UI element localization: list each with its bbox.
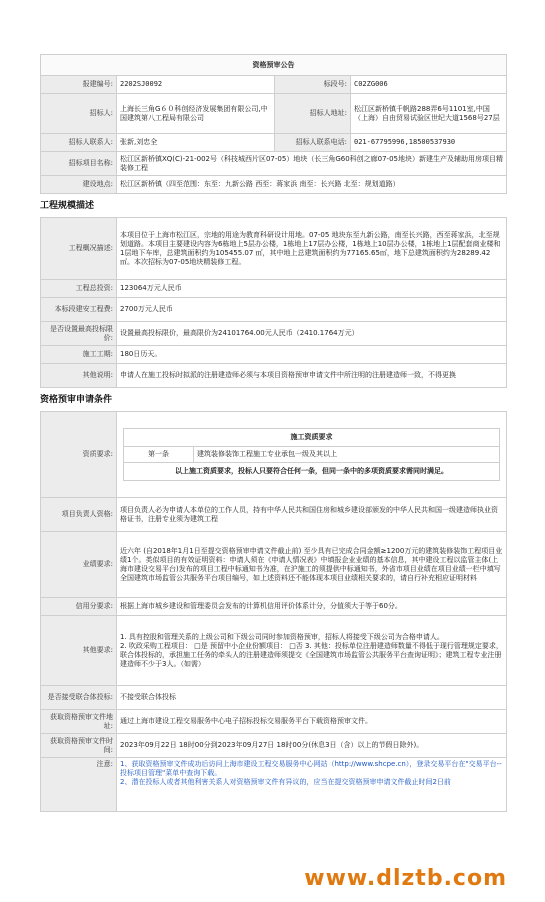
- doc-time-label: 获取资格预审文件时间:: [41, 734, 117, 758]
- period-label: 施工工期:: [41, 346, 117, 364]
- note-line-1[interactable]: 1、获取资格预审文件成功后访问上海市建设工程交易服务中心网站（http://www.shcpe.cn），登录交易平台在"交易平台--投标项目管理"菜单中查询下载。: [120, 760, 502, 777]
- project-name-value: 松江区新桥镇XQ(C)-21-002号（科技城西片区07-05）地块（长三角G60科创之廊07-05地块）新建生产及辅助用房项目精装修工程: [117, 152, 507, 176]
- section-no-label: 标段号:: [275, 76, 351, 94]
- section-invest-label: 本标段建安工程费:: [41, 298, 117, 322]
- site-value: 松江区新桥镇（四至范围：东至：九新公路 西至：蒋家浜 南至：长兴路 北至：规划道路）: [117, 176, 507, 194]
- performance-value: 近六年 (自2018年1月1日至提交资格预审申请文件截止前) 至少具有已完成合同金额≥1200万元的建筑装修装饰工程项目业绩1个。类似项目的有效证明资料：申请人须在《申请人情况表》中填报企业业绩的基本信息，其中建设工程以监管主体(上海市建设交易平台)发布的项目工程中标通知书为准，在沪施工的须提供中标通知书，外省市项目业绩在项目业绩一栏中填写全国建筑市场监管公共服务平台项目编号，如上述资料还不能体现本项目业绩相关要求的，请自行补充相应证明材料: [117, 532, 507, 598]
- tenderer-address-label: 招标人地址:: [275, 94, 351, 134]
- qual-sub-note: 以上施工资质要求，投标人只要符合任何一条，但同一条中的多项资质要求需同时满足。: [124, 463, 500, 481]
- period-value: 180日历天。: [117, 346, 507, 364]
- tenderer-address-value: 松江区新桥镇千帆路288弄6号1101室,中国（上海）自由贸易试验区世纪大道1568号27层: [351, 94, 507, 134]
- site-label: 建设地点:: [41, 176, 117, 194]
- qual-other-cell: [117, 616, 507, 686]
- scope-other-value: 申请人在施工投标时拟派的注册建造师必须与本项目资格预审申请文件中所注明的注册建造师一致，不得更换: [117, 364, 507, 388]
- bid-no-label: 报建编号:: [41, 76, 117, 94]
- qual-heading: 资格预审申请条件: [40, 395, 113, 405]
- site-watermark: www.dlztb.com: [304, 866, 507, 891]
- qual-table: [40, 411, 507, 812]
- scope-heading: 工程规模描述: [40, 201, 95, 211]
- overview-value: 本项目位于上海市松江区，宗地的用途为教育科研设计用地。07-05 地块东至九新公路，南至长兴路，西至蒋家浜，北至规划道路。本项目主要建设内容为6栋地上5层办公楼，1栋地上17层办公楼，1栋地上10层办公楼，1栋地上1层配套商业楼和1层地下车库，总建筑面积约为105455.07 ㎡，其中地上总建筑面积约为77165.65㎡，地下总建筑面积约为28289.42 ㎡。本次招标为07-05地块精装修工程。: [117, 218, 507, 280]
- credit-label: 信用分要求:: [41, 598, 117, 616]
- section-no-value: C02ZG006: [351, 76, 507, 94]
- qual-other-line-1: 1. 具有控股和管理关系的上级公司和下级公司同时参加资格预审，招标人将接受下级公司为合格申请人。: [120, 632, 444, 641]
- pm-label: 项目负责人资格:: [41, 498, 117, 532]
- price-limit-label: 是否设置最高投标限价:: [41, 322, 117, 346]
- invest-label: 工程总投资:: [41, 280, 117, 298]
- contact-value: 张新,刘忠全: [117, 134, 275, 152]
- price-limit-value: 设置最高投标限价，最高限价为24101764.00元人民币（2410.1764万元）: [117, 322, 507, 346]
- note-label: 注意:: [41, 758, 117, 812]
- performance-label: 业绩要求:: [41, 532, 117, 598]
- phone-value: 021-67795996,18500537930: [351, 134, 507, 152]
- note-line-2: 2、潜在投标人或者其他利害关系人对资格预审文件有异议的，应当在提交资格预审申请文件截止时间2日前: [120, 778, 451, 786]
- qual-req-label: 资质要求:: [41, 412, 117, 498]
- joint-label: 是否接受联合体投标:: [41, 686, 117, 710]
- overview-label: 工程概况描述:: [41, 218, 117, 280]
- contact-label: 招标人联系人:: [41, 134, 117, 152]
- project-name-label: 招标项目名称:: [41, 152, 117, 176]
- phone-label: 招标人联系电话:: [275, 134, 351, 152]
- doc-address-value: 通过上海市建设工程交易服务中心电子招标投标交易服务平台下载资格预审文件。: [117, 710, 507, 734]
- qual-sub-row-text: 建筑装修装饰工程施工专业承包一级及其以上: [194, 447, 500, 463]
- qual-other-line-2: 2. 吹政采购工程项目： □是 预留中小企业份额项目： □否 3. 其他：投标单位注册建造师数量不得低于现行管理规定要求，联合体投标的，承担施工任务的牵头人的注册建造师须提交《全国建筑市场监管公共服务平台查询证明》；建筑工程专业注册建造师不少于3人。（如需）: [120, 641, 503, 668]
- scope-table: [40, 217, 507, 388]
- pm-value: 项目负责人必为申请人本单位的工作人员，持有中华人民共和国住房和城乡建设部颁发的中华人民共和国一级建造师执业资格证书，注册专业须为建筑工程: [117, 498, 507, 532]
- qual-req-cell: [117, 412, 507, 498]
- invest-value: 123064万元人民币: [117, 280, 507, 298]
- doc-address-label: 获取资格预审文件地址:: [41, 710, 117, 734]
- joint-value: 不接受联合体投标: [117, 686, 507, 710]
- qual-sub-title: 施工资质要求: [124, 429, 500, 447]
- qual-sub-row-no: 第一条: [124, 447, 194, 463]
- section-invest-value: 2700万元人民币: [117, 298, 507, 322]
- top-info-table: [40, 54, 507, 194]
- doc-time-value: 2023年09月22日 18时00分到2023年09月27日 18时00分(休息3日（含）以上的节假日除外)。: [117, 734, 507, 758]
- note-cell: [117, 758, 507, 812]
- qual-sub-table: [123, 428, 500, 481]
- credit-value: 根据上海市城乡建设和管理委员会发布的计算机信用评价体系计分，分值须大于等于60分。: [117, 598, 507, 616]
- notice-container: [40, 54, 506, 812]
- page-title: 资格预审公告: [41, 55, 507, 76]
- tenderer-value: 上海长三角G６０科创经济发展集团有限公司,中国建筑第八工程局有限公司: [117, 94, 275, 134]
- scope-other-label: 其他说明:: [41, 364, 117, 388]
- bid-no-value: 2202SJ0092: [117, 76, 275, 94]
- tenderer-label: 招标人:: [41, 94, 117, 134]
- qual-other-label: 其他要求:: [41, 616, 117, 686]
